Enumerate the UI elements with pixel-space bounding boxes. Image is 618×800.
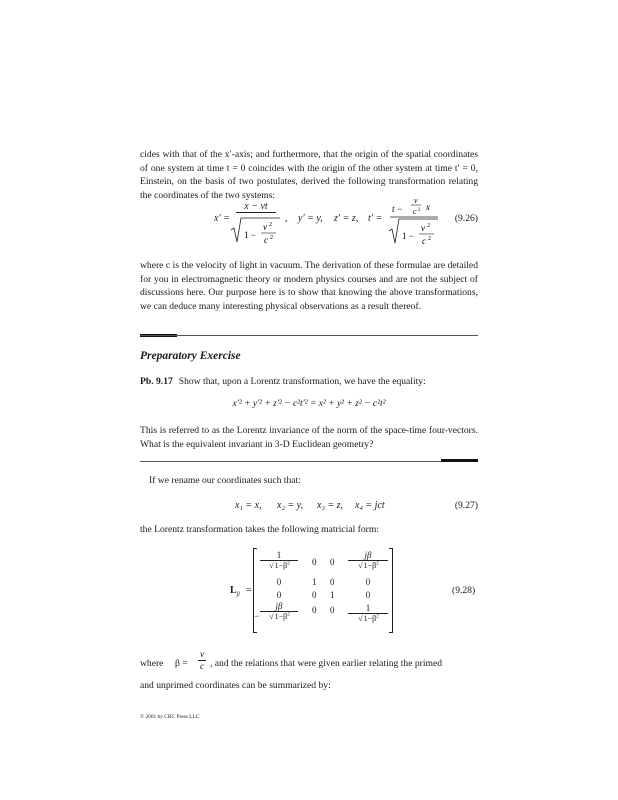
equation-number-9-27: (9.27) bbox=[454, 500, 478, 511]
zprime-eq: z′ = z, bbox=[334, 213, 359, 224]
tp-v: v bbox=[414, 196, 418, 205]
xprime-numerator: x − vt bbox=[236, 201, 276, 213]
m43: 0 bbox=[330, 605, 335, 615]
m33: 1 bbox=[330, 590, 335, 600]
tprime-lhs: t′ = bbox=[368, 213, 383, 224]
m24: 0 bbox=[365, 577, 371, 587]
yprime-eq: y′ = y, bbox=[298, 213, 323, 224]
xprime-lhs: x′ = bbox=[214, 213, 230, 224]
svg-text:2: 2 bbox=[428, 236, 431, 242]
x2-def: x₂ = y, bbox=[277, 500, 304, 511]
svg-text:2: 2 bbox=[427, 223, 430, 229]
rename-paragraph: If we rename our coordinates such that: bbox=[149, 475, 301, 486]
m42: 0 bbox=[312, 605, 317, 615]
m12: 0 bbox=[312, 557, 317, 567]
m32: 0 bbox=[312, 590, 317, 600]
v-sq-b: v bbox=[421, 223, 425, 233]
sqrt-one-b: 1 − bbox=[402, 231, 414, 241]
xprime-sqrt-denominator bbox=[230, 216, 282, 246]
where-word: where bbox=[140, 658, 164, 669]
v-over-c: $\frac{v}{c}$ bbox=[200, 649, 205, 672]
c-sq-b: c bbox=[422, 236, 426, 246]
x3-def: x₃ = z, bbox=[317, 500, 344, 511]
lorentz-matrix bbox=[253, 548, 393, 633]
m22: 1 bbox=[312, 577, 317, 587]
section-rule-bottom bbox=[140, 461, 478, 462]
matrix-equals: = bbox=[246, 585, 252, 596]
problem-text: Show that, upon a Lorentz transformation, we have the equality: bbox=[178, 376, 426, 387]
m31: 0 bbox=[276, 590, 282, 600]
problem-9-17 bbox=[140, 375, 478, 389]
invariance-paragraph: This is referred to as the Lorentz invariance of the norm of the space-time four-vectors. What is the equivalent invariant in 3-D Euclidean geometry? bbox=[140, 425, 478, 450]
section-rule-top bbox=[140, 335, 478, 336]
m23: 0 bbox=[330, 577, 335, 587]
m34: 0 bbox=[365, 590, 371, 600]
matrix-lhs: $L_\beta$ bbox=[230, 585, 240, 598]
m44: 1 √ $1-\beta^2$ bbox=[348, 603, 388, 623]
m21: 0 bbox=[276, 577, 282, 587]
tprime-sqrt-denominator bbox=[388, 217, 440, 247]
tp-x: x bbox=[426, 202, 430, 212]
svg-text:2: 2 bbox=[269, 222, 272, 228]
tp-t: t − bbox=[392, 204, 403, 214]
equation-number-9-28: (9.28) bbox=[452, 585, 476, 596]
beta-rest: , and the relations that were given earlier relating the primed bbox=[210, 658, 443, 669]
tprime-numerator bbox=[390, 194, 438, 218]
tp-c: c bbox=[413, 207, 417, 216]
problem-label: Pb. 9.17 bbox=[140, 376, 173, 387]
x1-def: x₁ = x, bbox=[235, 500, 262, 511]
x4-def: x₄ = jct bbox=[355, 500, 385, 511]
m41: jβ √ $1-\beta^2$ bbox=[260, 601, 298, 621]
equation-9-26 bbox=[140, 196, 478, 248]
section-bar-bottom bbox=[441, 459, 478, 462]
c-sq-a: c bbox=[264, 235, 268, 245]
equation-number-9-26: (9.26) bbox=[454, 213, 478, 224]
lorentz-invariance-equation: x′² + y′² + z′² − c²t′² = x² + y² + z² − c²t² bbox=[232, 399, 386, 409]
summary-paragraph: and unprimed coordinates can be summarized by: bbox=[140, 680, 331, 691]
section-title: Preparatory Exercise bbox=[140, 350, 241, 362]
beta-eq: β = bbox=[175, 658, 188, 669]
svg-text:2: 2 bbox=[270, 235, 273, 241]
equation-9-27 bbox=[140, 500, 478, 514]
beta-definition-line bbox=[140, 649, 478, 678]
v-sq-a: v bbox=[263, 222, 267, 232]
sqrt-one-a: 1 − bbox=[244, 230, 256, 240]
copyright-footer: © 2001 by CRC Press LLC bbox=[140, 714, 200, 720]
velocity-paragraph: where c is the velocity of light in vacuum. The derivation of these formulae are detailed for you in electromagnetic theory or modern physics courses and are not the subject of discussions here. Our purpose here is to show that knowing the above transformations, we can deduce many interesting physical observations as a result thereof. bbox=[140, 260, 478, 312]
m11: 1 √ $1-\beta^2$ bbox=[260, 550, 298, 570]
m13: 0 bbox=[330, 557, 335, 567]
m41-sign: − bbox=[254, 611, 260, 621]
svg-text:2: 2 bbox=[418, 208, 421, 213]
m14: jβ √ $1-\beta^2$ bbox=[348, 550, 388, 570]
comma-1: , bbox=[285, 213, 288, 224]
matricial-paragraph: the Lorentz transformation takes the following matricial form: bbox=[140, 524, 379, 535]
intro-paragraph: cides with that of the x′-axis; and furthermore, that the origin of the spatial coordinates of one system at time t = 0 coincides with the origin of the other system at time t′ = 0, Einstein, on the basis of two postulates, derived the following transformation relating the coordinates of the two systems: bbox=[140, 149, 478, 201]
